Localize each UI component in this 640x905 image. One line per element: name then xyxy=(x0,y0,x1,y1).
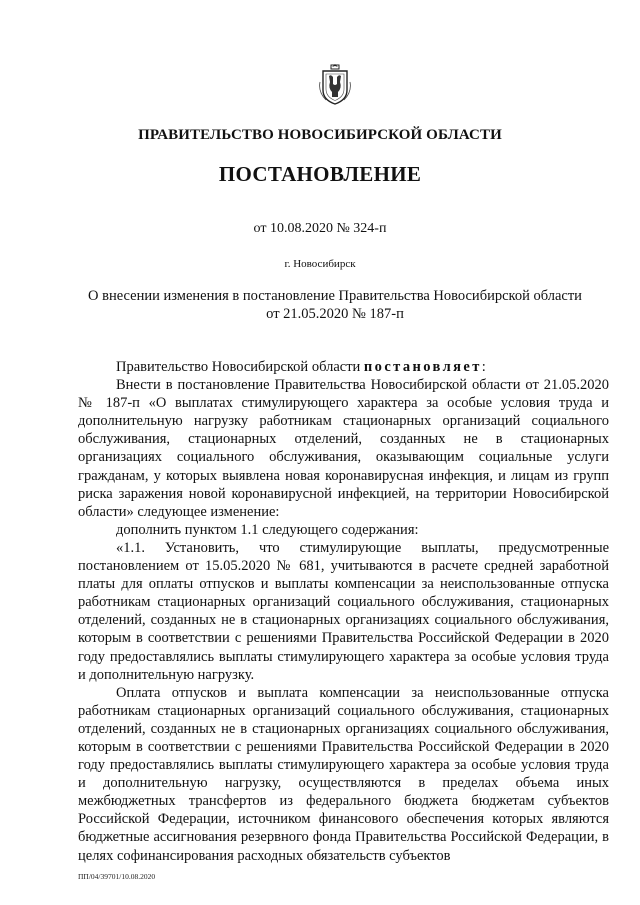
document-city: г. Новосибирск xyxy=(284,258,356,270)
paragraph-add-clause: дополнить пунктом 1.1 следующего содержания: xyxy=(116,521,419,538)
coat-of-arms-emblem xyxy=(318,62,352,106)
title-line-1: О внесении изменения в постановление Правительства Новосибирской области xyxy=(88,288,582,304)
paragraph-clause-1-1: «1.1. Установить, что стимулирующие выплаты, предусмотренные постановлением от 15.05.2020 № 681, учитываются в расчете средней заработной платы для оплаты отпусков и выплаты компенсации за неиспользованные отпуска работникам стационарных организаций социального обслуживания, стационарных отделений, созданных не в стационарных организациях социального обслуживания, которым в соответствии с решениями Правительства Российской Федерации в 2020 году предоставлялись выплаты стимулирующего характера за особые условия труда и дополнительную нагрузку. xyxy=(78,539,609,683)
organization-name: ПРАВИТЕЛЬСТВО НОВОСИБИРСКОЙ ОБЛАСТИ xyxy=(138,127,502,143)
intro-colon: : xyxy=(481,359,486,375)
title-line-2: от 21.05.2020 № 187-п xyxy=(266,306,404,322)
intro-text: Правительство Новосибирской области xyxy=(116,359,364,375)
document-body xyxy=(78,358,609,865)
document-date-number: от 10.08.2020 № 324-п xyxy=(253,221,387,236)
paragraph-vacation-payment: Оплата отпусков и выплата компенсации за неиспользованные отпуска работникам стационарных организаций социального обслуживания, стационарных отделений, созданных не в стационарных организациях социального обслуживания, которым в соответствии с решениями Правительства Российской Федерации в 2020 году предоставлялись выплаты стимулирующего характера за особые условия труда и дополнительную нагрузку, осуществляются в пределах объема иных межбюджетных трансфертов из федерального бюджета бюджетам субъектов Российской Федерации, источником финансового обеспечения которых являются бюджетные ассигнования резервного фонда Правительства Российской Федерации, в целях софинансирования расходных обязательств субъектов xyxy=(78,684,609,864)
paragraph-amendment: Внести в постановление Правительства Новосибирской области от 21.05.2020 № 187-п «О выплатах стимулирующего характера за особые условия труда и дополнительную нагрузку работникам стационарных организаций социального обслуживания, стационарных отделений, созданных не в стационарных организациях социального обслуживания, оказывающим социальные услуги гражданам, у которых выявлена новая коронавирусная инфекция, и лицам из групп риска заражения новой коронавирусной инфекцией, на территории Новосибирской области» следующее изменение: xyxy=(78,377,609,520)
document-title xyxy=(60,287,610,323)
paragraph-decree-intro xyxy=(78,358,609,376)
document-footer-code: ПП/04/39701/10.08.2020 xyxy=(78,872,156,881)
decree-verb: постановляет xyxy=(363,359,482,375)
document-type-heading: ПОСТАНОВЛЕНИЕ xyxy=(218,162,422,186)
